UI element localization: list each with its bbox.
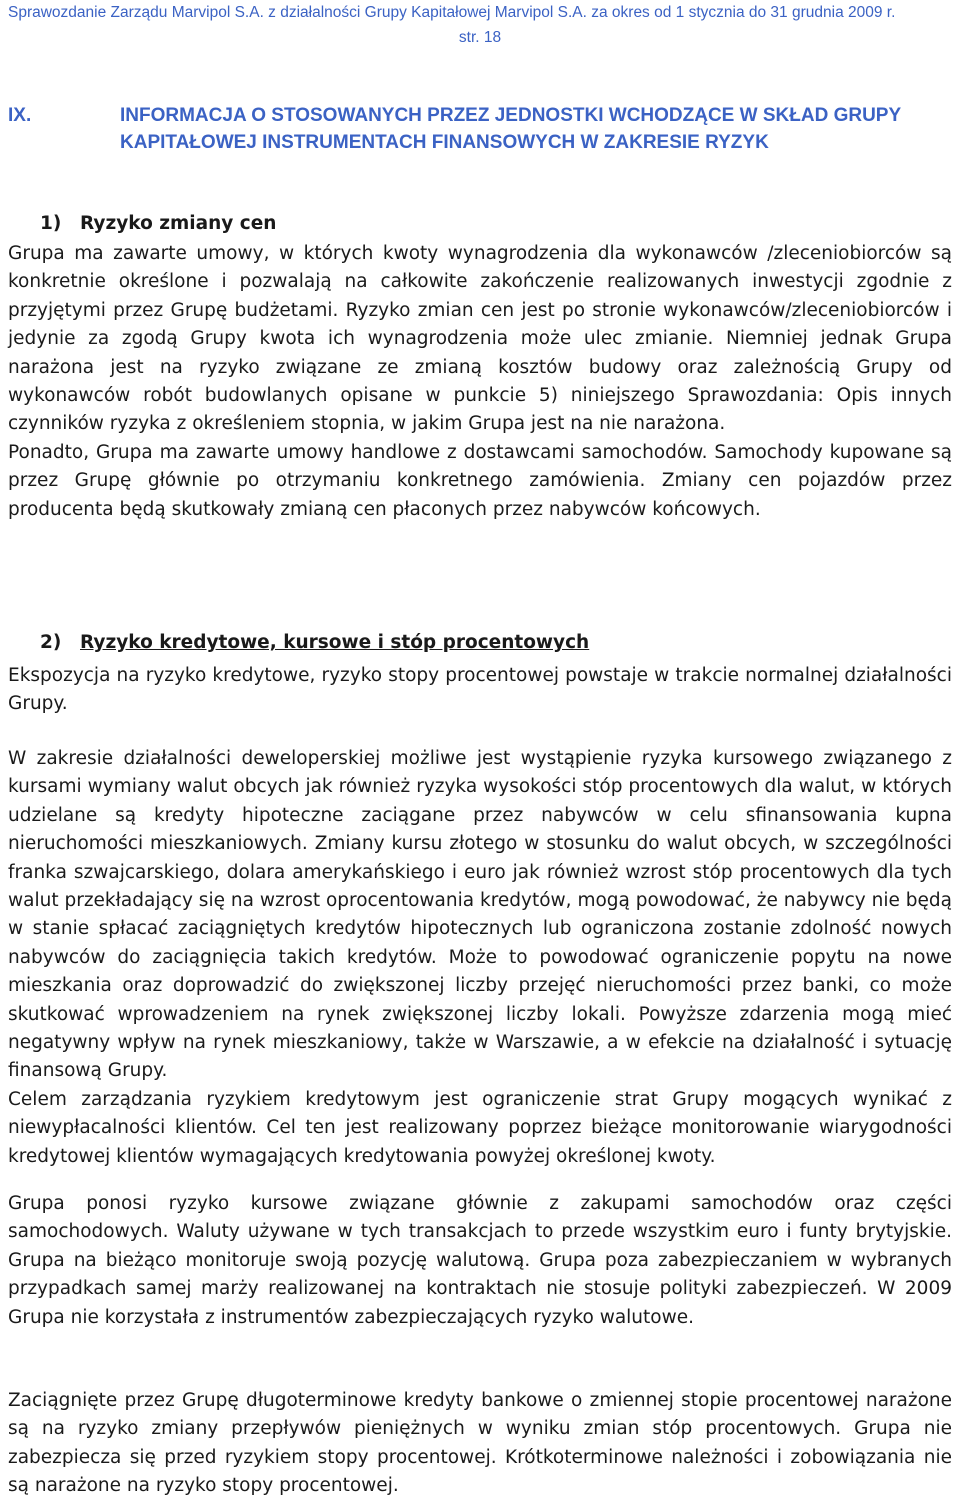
subsection-title: Ryzyko zmiany cen xyxy=(80,213,277,234)
paragraph: Grupa ma zawarte umowy, w których kwoty wynagrodzenia dla wykonawców /zleceniobiorców są konkretnie określone i pozwalają na całkowite zakończenie realizowanych inwestycji zgodnie z przyjętymi przez Grupę budżetami. Ryzyko zmian cen jest po stronie wykonawców/zleceniobiorców i jedynie za zgodą Grupy kwota ich wynagrodzenia może ulec zmianie. Niemniej jednak Grupa narażona jest na ryzyko związane ze zmianą kosztów budowy oraz zależnością Grupy od wykonawców robót budowlanych opisane w punkcie 5) niniejszego Sprawozdania: Opis innych czynników ryzyka z określeniem stopnia, w jakim Grupa jest na nie narażona. xyxy=(8,243,952,435)
subsection-heading-price-risk xyxy=(40,213,276,234)
page-number: str. 18 xyxy=(458,29,502,46)
paragraph: Celem zarządzania ryzykiem kredytowym jest ograniczenie strat Grupy mogących wynikać z niewypłacalności klientów. Cel ten jest realizowany poprzez bieżące monitorowanie wiarygodności kredytowej klientów wymagających kredytowania powyżej określonej kwoty. xyxy=(8,1088,952,1167)
section-title: INFORMACJA O STOSOWANYCH PRZEZ JEDNOSTKI WCHODZĄCE W SKŁAD GRUPY KAPITAŁOWEJ INSTRUMENTACH FINANSOWYCH W ZAKRESIE RYZYK xyxy=(120,105,901,153)
interest-rate-risk-body xyxy=(8,1387,952,1501)
subsection-title: Ryzyko kredytowe, kursowe i stóp procentowych xyxy=(80,632,590,653)
section-heading xyxy=(8,102,952,156)
subsection-heading-credit-risk xyxy=(40,632,589,653)
currency-risk-body xyxy=(8,745,952,1171)
price-risk-body xyxy=(8,240,952,524)
paragraph: W zakresie działalności deweloperskiej możliwe jest wystąpienie ryzyka kursowego związanego z kursami wymiany walut obcych jak również ryzyka wysokości stóp procentowych dla walut, w których udzielane są kredyty hipoteczne zaciągane przez nabywców w celu sfinansowania kupna nieruchomości mieszkaniowych. Zmiany kursu złotego w stosunku do walut obcych, w szczególności franka szwajcarskiego, dolara amerykańskiego i euro jak również wzrost stóp procentowych dla tych walut przekładający się na wzrost oprocentowania kredytów, mogą powodować, że nabywcy nie będą w stanie spłacać zaciągniętych kredytów hipotecznych lub ograniczona zostanie zdolność nowych nabywców do zaciągnięcia takich kredytów. Może to powodować ograniczenie popytu na nowe mieszkania oraz doprowadzić do zwiększonej liczby przejęć nieruchomości przez banki, co może skutkować wprowadzeniem na rynek zwiększonej liczby lokali. Powyższe zdarzenia mogą mieć negatywny wpływ na rynek mieszkaniowy, także w Warszawie, a w efekcie na działalność i sytuację finansową Grupy. xyxy=(8,748,952,1082)
paragraph: Grupa ponosi ryzyko kursowe związane głównie z zakupami samochodów oraz części samochodowych. Waluty używane w tych transakcjach to przede wszystkim euro i funty brytyjskie. Grupa na bieżąco monitoruje swoją pozycję walutową. Grupa poza zabezpieczaniem w wybranych przypadkach samej marży realizowanej na kontraktach nie stosuje polityki zabezpieczeń. W 2009 Grupa nie korzystała z instrumentów zabezpieczających ryzyko walutowe. xyxy=(8,1193,952,1328)
paragraph: Ekspozycja na ryzyko kredytowe, ryzyko stopy procentowej powstaje w trakcie normalnej działalności Grupy. xyxy=(8,665,952,715)
document-header: Sprawozdanie Zarządu Marvipol S.A. z działalności Grupy Kapitałowej Marvipol S.A. za okres od 1 stycznia do 31 grudnia 2009 r. xyxy=(8,4,896,21)
paragraph: Zaciągnięte przez Grupę długoterminowe kredyty bankowe o zmiennej stopie procentowej narażone są na ryzyko zmiany przepływów pieniężnych w wyniku zmian stóp procentowych. Grupa nie zabezpiecza się przed ryzykiem stopy procentowej. Krótkoterminowe należności i zobowiązania nie są narażone na ryzyko stopy procentowej. xyxy=(8,1390,952,1497)
fx-risk-body xyxy=(8,1190,952,1332)
section-number: IX. xyxy=(8,105,32,126)
subsection-number: 2) xyxy=(40,632,62,653)
paragraph: Ponadto, Grupa ma zawarte umowy handlowe z dostawcami samochodów. Samochody kupowane są przez Grupę głównie po otrzymaniu konkretnego zamówienia. Zmiany cen pojazdów przez producenta będą skutkowały zmianą cen płaconych przez nabywców końcowych. xyxy=(8,441,952,520)
credit-risk-intro xyxy=(8,662,952,719)
subsection-number: 1) xyxy=(40,213,62,234)
